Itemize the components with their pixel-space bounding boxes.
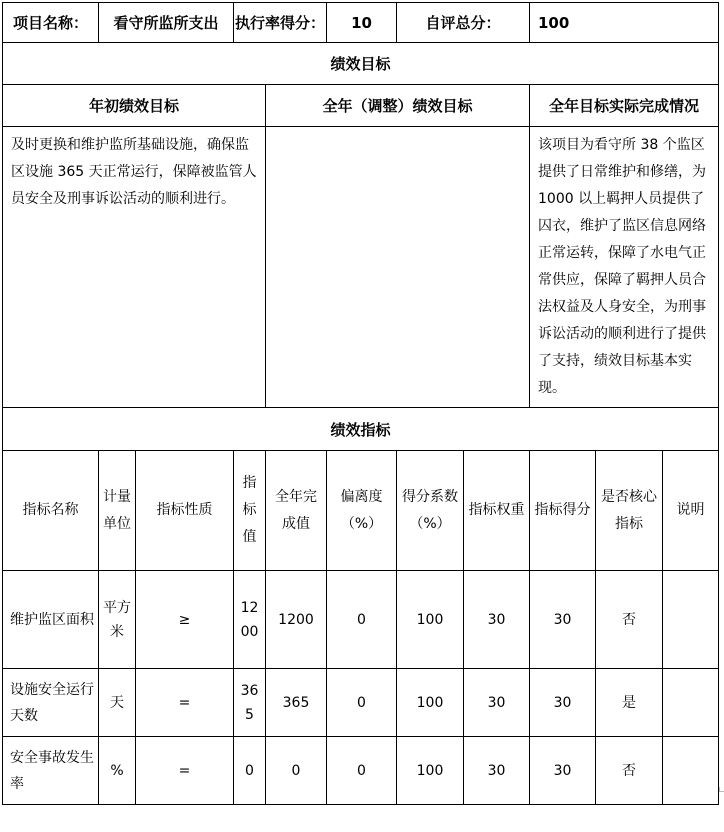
actual-completion-text: 该项目为看守所 38 个监区提供了日常维护和修缮，为 1000 以上羁押人员提供了囚衣，维护了监区信息网络正常运转，保障了水电气正常供应，保障了羁押人员合法权益及人身安全，为刑事诉讼活动的顺利进行了提供了支持，绩效目标基本实现。 xyxy=(530,127,719,408)
indicator-weight: 30 xyxy=(464,571,530,669)
col-header-unit: 计量单位 xyxy=(99,451,136,571)
initial-goal-text: 及时更换和维护监所基础设施，确保监区设施 365 天正常运行，保障被监管人员安全及刑事诉讼活动的顺利进行。 xyxy=(3,127,266,408)
execution-rate-label: 执行率得分： xyxy=(234,3,327,43)
indicator-target: 1200 xyxy=(234,571,266,669)
indicator-actual: 1200 xyxy=(266,571,327,669)
indicator-note xyxy=(663,669,719,737)
indicator-score: 30 xyxy=(530,737,596,805)
col-header-target: 指标值 xyxy=(234,451,266,571)
col-header-nature: 指标性质 xyxy=(136,451,234,571)
project-header-row xyxy=(3,3,719,43)
goals-section-row xyxy=(3,43,719,85)
table-row xyxy=(3,571,719,669)
indicator-deviation: 0 xyxy=(327,737,397,805)
indicator-deviation: 0 xyxy=(327,571,397,669)
initial-goal-header: 年初绩效目标 xyxy=(3,85,266,127)
indicator-core: 否 xyxy=(596,737,663,805)
col-header-score: 指标得分 xyxy=(530,451,596,571)
indicator-note xyxy=(663,737,719,805)
indicator-target: 0 xyxy=(234,737,266,805)
execution-rate-value: 10 xyxy=(327,3,397,43)
col-header-note: 说明 xyxy=(663,451,719,571)
indicator-actual: 0 xyxy=(266,737,327,805)
performance-table xyxy=(2,2,719,805)
page-corner-mark xyxy=(719,787,724,792)
project-name-label: 项目名称： xyxy=(3,3,99,43)
indicator-name: 维护监区面积 xyxy=(3,571,99,669)
col-header-deviation: 偏离度（%） xyxy=(327,451,397,571)
actual-completion-header: 全年目标实际完成情况 xyxy=(530,85,719,127)
indicator-coefficient: 100 xyxy=(397,737,464,805)
indicator-core: 否 xyxy=(596,571,663,669)
self-evaluation-value: 100 xyxy=(530,3,719,43)
indicator-unit: % xyxy=(99,737,136,805)
indicator-note xyxy=(663,571,719,669)
indicator-coefficient: 100 xyxy=(397,571,464,669)
indicator-core: 是 xyxy=(596,669,663,737)
indicator-name: 安全事故发生率 xyxy=(3,737,99,805)
indicator-weight: 30 xyxy=(464,737,530,805)
indicator-weight: 30 xyxy=(464,669,530,737)
goals-content-row xyxy=(3,127,719,408)
indicator-unit: 天 xyxy=(99,669,136,737)
self-evaluation-label: 自评总分： xyxy=(397,3,530,43)
indicator-nature: = xyxy=(136,737,234,805)
indicator-actual: 365 xyxy=(266,669,327,737)
indicator-target: 365 xyxy=(234,669,266,737)
project-name-value: 看守所监所支出 xyxy=(99,3,234,43)
col-header-coefficient: 得分系数（%） xyxy=(397,451,464,571)
indicators-section-row xyxy=(3,408,719,451)
indicator-score: 30 xyxy=(530,669,596,737)
adjusted-goal-text xyxy=(266,127,530,408)
indicator-score: 30 xyxy=(530,571,596,669)
table-row xyxy=(3,669,719,737)
goals-section-title: 绩效目标 xyxy=(3,43,719,85)
col-header-core: 是否核心指标 xyxy=(596,451,663,571)
indicators-column-header-row xyxy=(3,451,719,571)
indicator-nature: ≥ xyxy=(136,571,234,669)
col-header-weight: 指标权重 xyxy=(464,451,530,571)
indicator-coefficient: 100 xyxy=(397,669,464,737)
goals-column-header-row xyxy=(3,85,719,127)
col-header-actual: 全年完成值 xyxy=(266,451,327,571)
indicator-deviation: 0 xyxy=(327,669,397,737)
indicator-nature: = xyxy=(136,669,234,737)
indicator-unit: 平方米 xyxy=(99,571,136,669)
col-header-indicator-name: 指标名称 xyxy=(3,451,99,571)
adjusted-goal-header: 全年（调整）绩效目标 xyxy=(266,85,530,127)
table-row xyxy=(3,737,719,805)
indicators-section-title: 绩效指标 xyxy=(3,408,719,451)
indicator-name: 设施安全运行天数 xyxy=(3,669,99,737)
